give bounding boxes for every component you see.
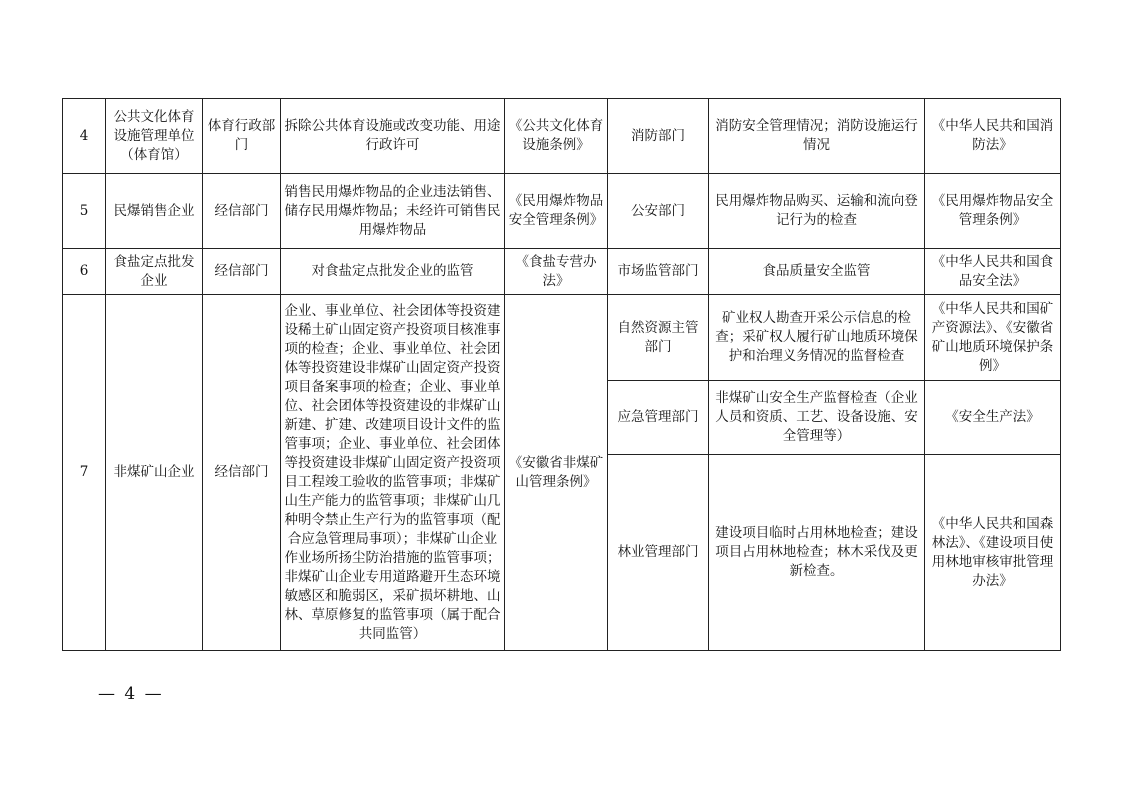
supervision-content-cell: 矿业权人勘查开采公示信息的检查；采矿权人履行矿山地质环境保护和治理义务情况的监督检查	[709, 295, 925, 381]
subject-cell: 非煤矿山企业	[106, 295, 203, 651]
approval-item-cell: 对食盐定点批发企业的监管	[281, 249, 505, 295]
approval-dept-cell: 经信部门	[203, 249, 281, 295]
approval-basis-cell: 《安徽省非煤矿山管理条例》	[505, 295, 608, 651]
row-number: 5	[63, 174, 106, 249]
supervision-content-cell: 建设项目临时占用林地检查；建设项目占用林地检查；林木采伐及更新检查。	[709, 455, 925, 651]
subject-cell: 公共文化体育设施管理单位（体育馆）	[106, 99, 203, 174]
supervisor-dept-cell: 消防部门	[608, 99, 709, 174]
supervisor-dept-cell: 公安部门	[608, 174, 709, 249]
subject-cell: 食盐定点批发企业	[106, 249, 203, 295]
page-number: — 4 —	[98, 684, 164, 704]
approval-basis-cell: 《民用爆炸物品安全管理条例》	[505, 174, 608, 249]
approval-dept-cell: 体育行政部门	[203, 99, 281, 174]
supervision-content-cell: 食品质量安全监管	[709, 249, 925, 295]
approval-item-cell: 销售民用爆炸物品的企业违法销售、储存民用爆炸物品；未经许可销售民用爆炸物品	[281, 174, 505, 249]
approval-dept-cell: 经信部门	[203, 174, 281, 249]
row-number: 4	[63, 99, 106, 174]
table-row	[63, 99, 1061, 174]
approval-item-cell: 拆除公共体育设施或改变功能、用途行政许可	[281, 99, 505, 174]
approval-item-cell: 企业、事业单位、社会团体等投资建设稀土矿山固定资产投资项目核准事项的检查；企业、事业单位、社会团体等投资建设非煤矿山固定资产投资项目备案事项的检查；企业、事业单位、社会团体等投资建设的非煤矿山新建、扩建、改建项目设计文件的监管事项；企业、事业单位、社会团体等投资建设非煤矿山固定资产投资项目工程竣工验收的监管事项；非煤矿山生产能力的监管事项；非煤矿山几种明令禁止生产行为的监管事项（配合应急管理局事项）；非煤矿山企业作业场所扬尘防治措施的监管事项；非煤矿山企业专用道路避开生态环境敏感区和脆弱区，采矿损坏耕地、山林、草原修复的监管事项（属于配合共同监管）	[281, 295, 505, 651]
supervisor-dept-cell: 市场监管部门	[608, 249, 709, 295]
supervisor-dept-cell: 林业管理部门	[608, 455, 709, 651]
supervision-basis-cell: 《中华人民共和国食品安全法》	[925, 249, 1061, 295]
approval-basis-cell: 《公共文化体育设施条例》	[505, 99, 608, 174]
table-row	[63, 295, 1061, 381]
supervision-basis-cell: 《安全生产法》	[925, 381, 1061, 455]
approval-dept-cell: 经信部门	[203, 295, 281, 651]
supervisor-dept-cell: 应急管理部门	[608, 381, 709, 455]
supervisor-dept-cell: 自然资源主管部门	[608, 295, 709, 381]
row-number: 6	[63, 249, 106, 295]
table-row	[63, 249, 1061, 295]
supervision-basis-cell: 《中华人民共和国森林法》、《建设项目使用林地审核审批管理办法》	[925, 455, 1061, 651]
supervision-content-cell: 非煤矿山安全生产监督检查（企业人员和资质、工艺、设备设施、安全管理等）	[709, 381, 925, 455]
supervision-basis-cell: 《民用爆炸物品安全管理条例》	[925, 174, 1061, 249]
supervision-content-cell: 消防安全管理情况；消防设施运行情况	[709, 99, 925, 174]
regulation-table	[62, 98, 1061, 651]
table-row	[63, 174, 1061, 249]
supervision-basis-cell: 《中华人民共和国矿产资源法》、《安徽省矿山地质环境保护条例》	[925, 295, 1061, 381]
subject-cell: 民爆销售企业	[106, 174, 203, 249]
row-number: 7	[63, 295, 106, 651]
supervision-content-cell: 民用爆炸物品购买、运输和流向登记行为的检查	[709, 174, 925, 249]
supervision-basis-cell: 《中华人民共和国消防法》	[925, 99, 1061, 174]
approval-basis-cell: 《食盐专营办法》	[505, 249, 608, 295]
